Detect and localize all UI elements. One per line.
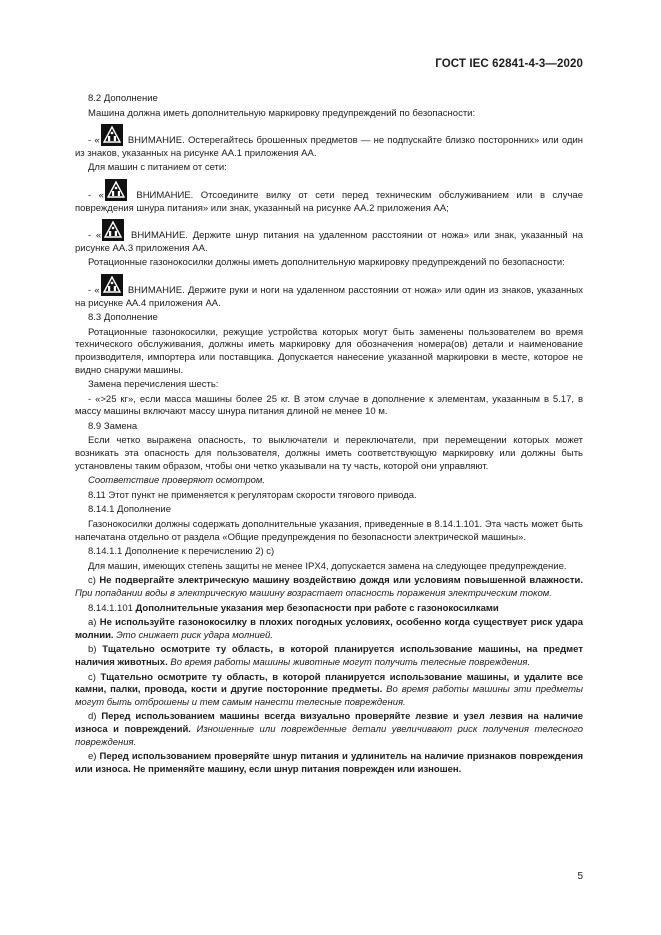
section-number: 8.14.1.101: [88, 602, 133, 614]
section-heading: Дополнительные указания мер безопасности при работе с газонокосилками: [135, 602, 499, 614]
item-bold-text: Перед использованием машины всегда визуально проверяйте лезвие и узел лезвия на наличие износа и повреждений.: [75, 711, 584, 735]
warning-item-prefix: - «: [88, 189, 104, 201]
item-italic-text: Во время работы машины эти предметы могут быть отброшены и тем самым нанести телесные повреждения.: [75, 684, 583, 708]
item-label: е): [88, 751, 97, 763]
page-number: 5: [577, 871, 583, 882]
item-label: с): [88, 575, 96, 587]
mains-intro: Для машин с питанием от сети:: [88, 162, 227, 174]
item-italic-text: Во время работы машины животные могут получить телесные повреждения.: [170, 656, 531, 668]
item-italic-text: Это снижает риск удара молнией.: [116, 629, 273, 641]
warning-triangle-icon: [102, 219, 124, 241]
item-bold-text: Тщательно осмотрите ту область, в которой планируется использование машины, и удалите все камни, палки, провода, кости и другие посторонние предметы.: [75, 671, 584, 696]
warning-item-prefix: - «: [88, 284, 100, 296]
warning-item-text: ВНИМАНИЕ. Держите руки и ноги на удаленном расстоянии от ножа» или один из знаков, указанных на рисунке АА.4 приложения АА.: [75, 284, 584, 309]
warning-item-4: [75, 274, 583, 310]
section-8-14-1-1-title: 8.14.1.1 Дополнение к перечислению 2) с): [88, 546, 275, 558]
document-header: ГОСТ IEC 62841-4-3—2020: [435, 58, 583, 70]
warning-item-prefix: - «: [88, 135, 100, 147]
warning-item-prefix: - «: [88, 230, 102, 242]
section-8-9-text: Если четко выражена опасность, то выключатели и переключатели, при перемещении которых может возникать эта опасность для пользователя, должны иметь соответствующую маркировку или должны быть установлены таким образом, чтобы они четко указывали на ту часть, которой они управляют.: [75, 435, 583, 472]
item-label: b): [88, 644, 97, 656]
item-c-ipx4: [75, 575, 583, 600]
item-c: [75, 672, 583, 710]
item-a: [75, 617, 583, 642]
item-b: [75, 644, 583, 669]
item-bold-text: Перед использованием проверяйте шнур питания и удлинитель на наличие признаков повреждения или износа. Не применяйте машину, если шнур питания поврежден или изношен.: [75, 751, 584, 775]
section-8-2-intro: Машина должна иметь дополнительную маркировку предупреждений по безопасности:: [88, 107, 476, 119]
section-8-9-title: 8.9 Замена: [88, 420, 138, 432]
document-body: [75, 93, 583, 778]
item-bold-text: Не подвергайте электрическую машину воздействию дождя или условиям повышенной влажности.: [99, 575, 583, 587]
warning-item-2: [75, 179, 583, 215]
section-8-14-1-1-text: Для машин, имеющих степень защиты не менее IPX4, допускается замена на следующее предупреждение.: [88, 560, 567, 572]
warning-triangle-icon: [101, 274, 123, 296]
warning-item-text: ВНИМАНИЕ. Отсоедините вилку от сети перед техническим обслуживанием или в случае повреждения шнура питания» или знак, указанный на рисунке АА.2 приложения АА;: [75, 189, 583, 214]
warning-item-text: ВНИМАНИЕ. Остерегайтесь брошенных предметов — не подпускайте близко посторонних» или один из знаков, указанных на рисунке АА.1 приложения АА.: [75, 135, 584, 159]
item-italic-text: Изношенные или поврежденные детали увеличивают риск получения телесного повреждения.: [75, 723, 584, 748]
section-8-3-text: Ротационные газонокосилки, режущие устройства которых могут быть заменены пользователем во время технического обслуживания, должны иметь маркировку для обозначения номера(ов) детали и наименование производителя, импортера или поставщика. Допускается нанесение указанной маркировки в месте, которое не видно снаружи машины.: [75, 326, 583, 376]
section-8-14-1-101-title: [75, 603, 583, 616]
item-e: [75, 751, 583, 776]
item-label: d): [88, 711, 97, 723]
replace6-text: - «>25 кг», если масса машины более 25 кг. В этом случае в дополнение к элементам, указанным в 5.17, в массу машины включают массу шнура питания длиной не менее 10 м.: [75, 393, 583, 418]
warning-triangle-icon: [105, 179, 127, 201]
item-bold-text: Тщательно осмотрите ту область, в которой планируется использование машины, на предмет наличия животных.: [75, 644, 583, 668]
item-italic-text: При попадании воды в электрическую машину возрастает опасность поражения электрическим током.: [75, 588, 552, 599]
item-label: с): [88, 671, 96, 683]
section-8-14-1-title: 8.14.1 Дополнение: [88, 504, 172, 516]
section-8-2-title: 8.2 Дополнение: [88, 93, 158, 104]
section-8-9-check: Соответствие проверяют осмотром.: [88, 475, 266, 487]
warning-triangle-icon: [101, 124, 123, 146]
section-8-3-title: 8.3 Дополнение: [88, 312, 158, 324]
rotary-intro: Ротационные газонокосилки должны иметь дополнительную маркировку предупреждений по безопасности:: [88, 257, 565, 269]
item-label: а): [88, 617, 97, 629]
section-8-11: 8.11 Этот пункт не применяется к регуляторам скорости тягового привода.: [88, 489, 417, 501]
item-d: [75, 711, 583, 749]
warning-item-1: [75, 124, 583, 160]
replace6-title: Замена перечисления шесть:: [88, 379, 219, 391]
warning-item-3: [75, 219, 583, 255]
warning-item-text: ВНИМАНИЕ. Держите шнур питания на удаленном расстоянии от ножа» или знак, указанный на рисунке АА.3 приложения АА.: [75, 230, 583, 254]
section-8-14-1-text: Газонокосилки должны содержать дополнительные указания, приведенные в 8.14.1.101. Эта часть может быть напечатана отдельно от раздела «Общие предупреждения по безопасности электрической машины».: [75, 519, 583, 543]
item-bold-text: Не используйте газонокосилку в плохих погодных условиях, особенно когда существует риск удара молнии.: [75, 617, 584, 641]
